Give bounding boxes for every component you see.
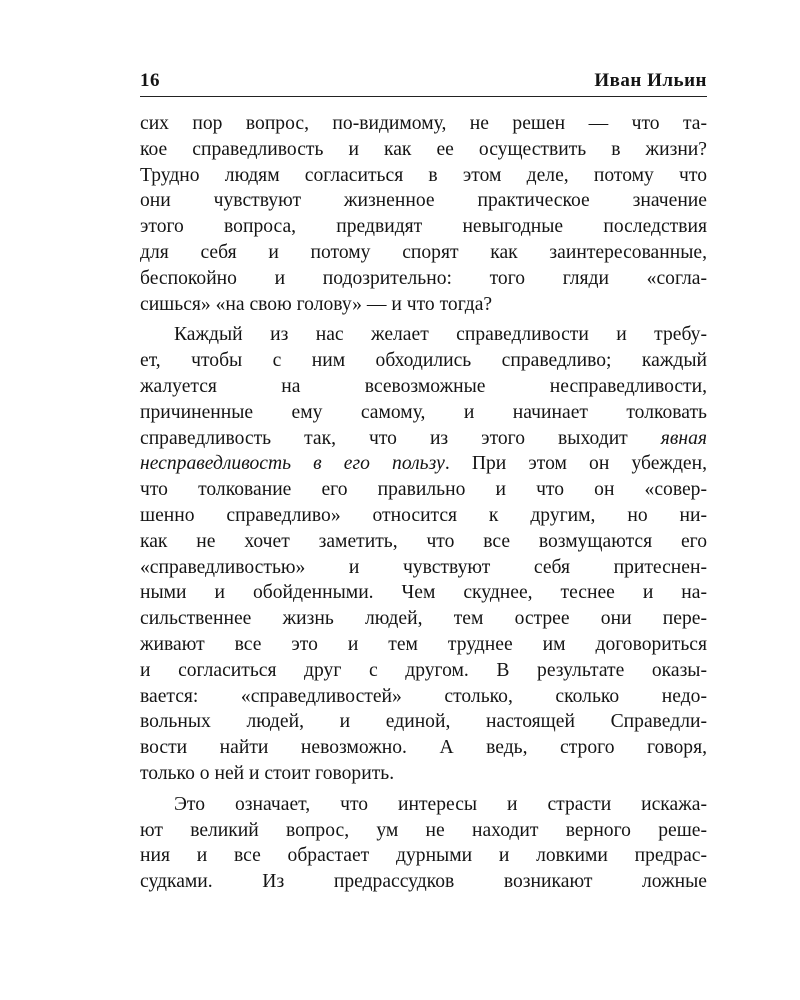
- paragraph-1: [140, 111, 707, 317]
- text-line: вается: «справедливостей» столько, сколько недо-: [140, 685, 707, 707]
- text-line: кое справедливость и как ее осуществить в жизни?: [140, 138, 707, 160]
- text-line: сильственнее жизнь людей, тем острее они пере-: [140, 608, 707, 630]
- header-rule: [140, 96, 707, 97]
- text-line: Это означает, что интересы и страсти искажа-: [174, 793, 707, 815]
- running-header: [140, 70, 707, 96]
- text-line: они чувствуют жизненное практическое значение: [140, 190, 707, 212]
- body-text: [140, 111, 707, 895]
- text-line: судками. Из предрассудков возникают ложные: [140, 871, 707, 893]
- text-line: и согласиться друг с другом. В результате оказы-: [140, 659, 707, 681]
- text-line: этого вопроса, предвидят невыгодные последствия: [140, 216, 707, 238]
- text-line: вости найти невозможно. А ведь, строго говоря,: [140, 737, 707, 759]
- text-line: сишься» «на свою голову» — и что тогда?: [140, 293, 493, 315]
- text-line: Каждый из нас желает справедливости и требу-: [174, 324, 707, 346]
- text-line: ния и все обрастает дурными и ловкими предрас-: [140, 845, 707, 867]
- text-line: ют великий вопрос, ум не находит верного реше-: [140, 819, 707, 841]
- emphasis-text: несправедливость в его пользу: [140, 453, 445, 475]
- book-page: [140, 70, 707, 895]
- text-line: причиненные ему самому, и начинает толковать: [140, 401, 707, 423]
- text-line: «справедливостью» и чувствуют себя притеснен-: [140, 556, 707, 578]
- text-line: беспокойно и подозрительно: того гляди «согла-: [140, 267, 707, 289]
- text-segment: . При этом он убежден,: [444, 453, 707, 475]
- emphasis-text: явная: [660, 427, 707, 449]
- author-name: Иван Ильин: [594, 70, 707, 91]
- text-line: жалуется на всевозможные несправедливости,: [140, 375, 707, 397]
- page-number: 16: [140, 70, 160, 91]
- text-line: сих пор вопрос, по-видимому, не решен — что та-: [140, 113, 707, 134]
- text-line: ными и обойденными. Чем скуднее, теснее и на-: [140, 582, 707, 604]
- text-line: живают все это и тем труднее им договориться: [140, 633, 707, 655]
- paragraph-2: [140, 322, 707, 786]
- text-line: как не хочет заметить, что все возмущаются его: [140, 530, 707, 552]
- text-line: [140, 426, 707, 452]
- text-line: [140, 451, 707, 477]
- text-line: только о ней и стоит говорить.: [140, 762, 395, 784]
- text-line: шенно справедливо» относится к другим, но ни-: [140, 504, 707, 526]
- text-line: Трудно людям согласиться в этом деле, потому что: [140, 164, 707, 186]
- text-line: для себя и потому спорят как заинтересованные,: [140, 241, 707, 263]
- text-line: что толкование его правильно и что он «совер-: [140, 479, 707, 501]
- text-line: вольных людей, и единой, настоящей Справедли-: [140, 711, 707, 733]
- text-segment: справедливость так, что из этого выходит: [140, 427, 628, 449]
- paragraph-3: [140, 792, 707, 895]
- text-line: ет, чтобы с ним обходились справедливо; каждый: [140, 350, 707, 372]
